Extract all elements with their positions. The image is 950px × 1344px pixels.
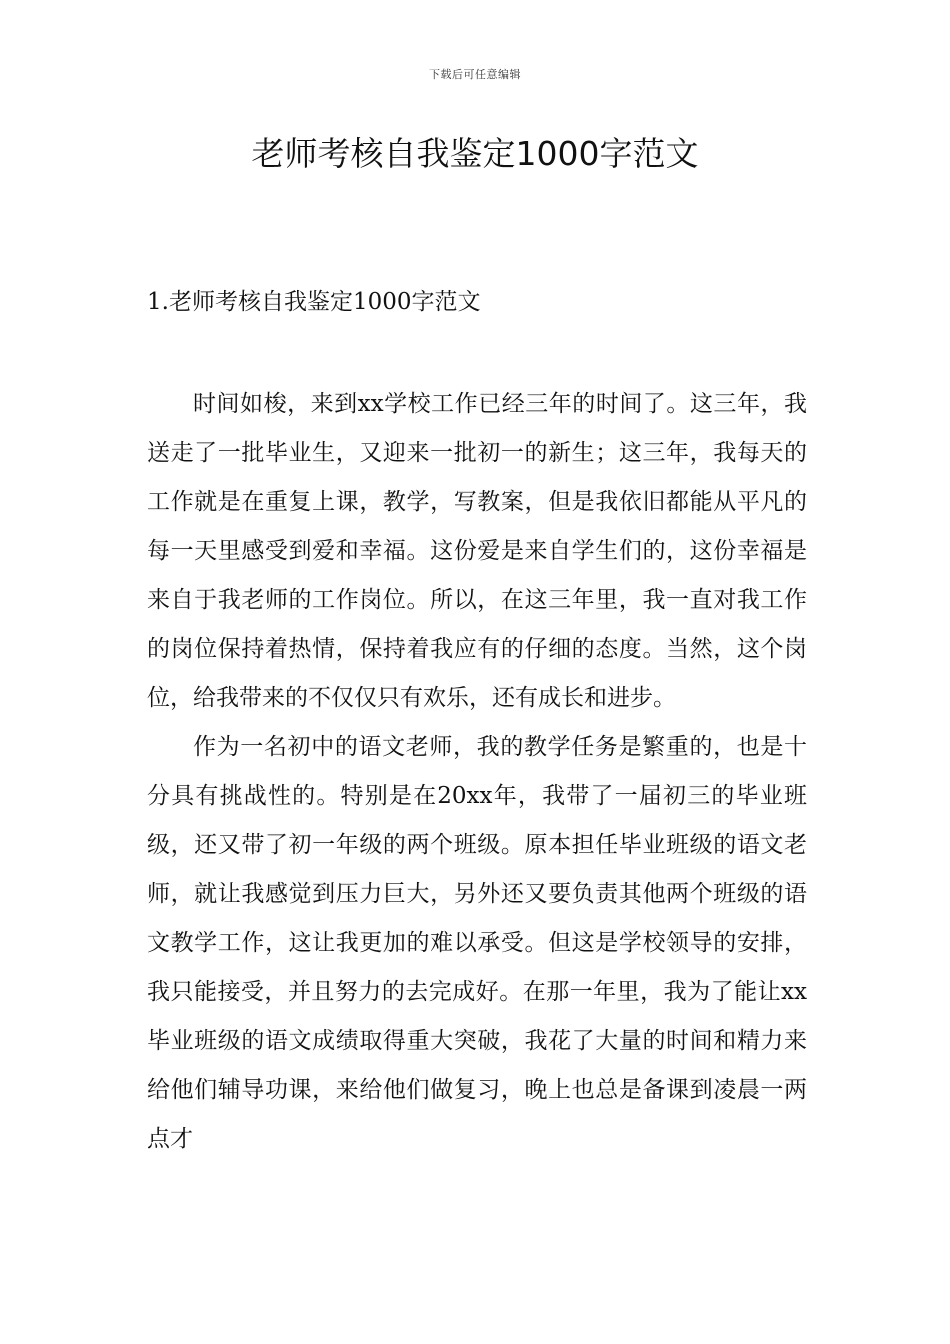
- paragraph-1: 时间如梭，来到xx学校工作已经三年的时间了。这三年，我送走了一批毕业生，又迎来一批初一的新生；这三年，我每天的工作就是在重复上课，教学，写教案，但是我依旧都能从平凡的每一天里感受到爱和幸福。这份爱是来自学生们的，这份幸福是来自于我老师的工作岗位。所以，在这三年里，我一直对我工作的岗位保持着热情，保持着我应有的仔细的态度。当然，这个岗位，给我带来的不仅仅只有欢乐，还有成长和进步。: [147, 391, 807, 711]
- document-title: 老师考核自我鉴定1000字范文: [251, 134, 699, 173]
- paragraph-2: 作为一名初中的语文老师，我的教学任务是繁重的，也是十分具有挑战性的。特别是在20xx年，我带了一届初三的毕业班级，还又带了初一年级的两个班级。原本担任毕业班级的语文老师，就让我感觉到压力巨大，另外还又要负责其他两个班级的语文教学工作，这让我更加的难以承受。但这是学校领导的安排，我只能接受，并且努力的去完成好。在那一年里，我为了能让xx毕业班级的语文成绩取得重大突破，我花了大量的时间和精力来给他们辅导功课，来给他们做复习，晚上也总是备课到凌晨一两点才: [147, 734, 807, 1152]
- section-heading: 1.老师考核自我鉴定1000字范文: [147, 289, 481, 315]
- page-header-note: 下载后可任意编辑: [429, 68, 521, 81]
- document-body: [147, 380, 807, 1164]
